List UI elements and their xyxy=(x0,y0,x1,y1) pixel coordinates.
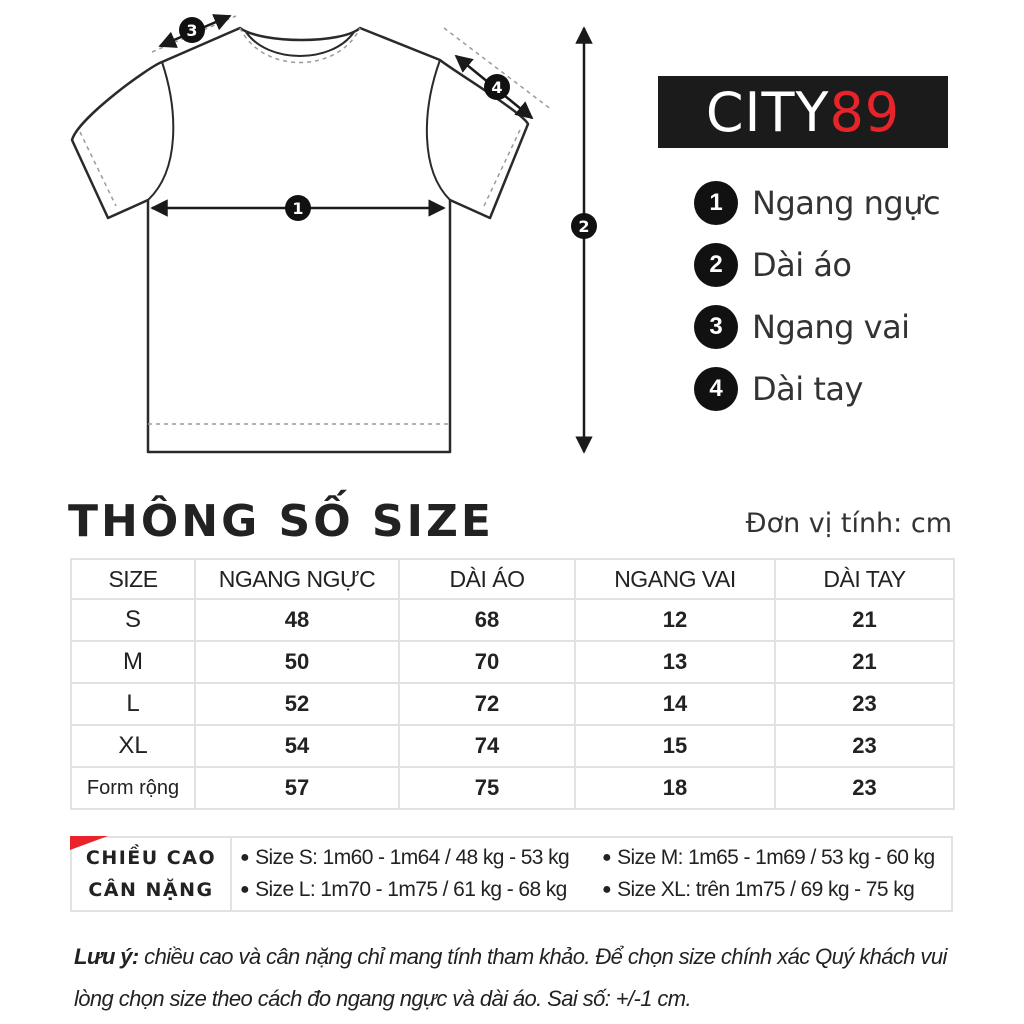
cell-sleeve: 23 xyxy=(775,683,954,725)
marker-4 xyxy=(484,74,510,100)
cell-shoulder: 13 xyxy=(575,641,775,683)
legend-item-length xyxy=(694,234,940,296)
cell-sleeve: 21 xyxy=(775,641,954,683)
cell-shoulder: 18 xyxy=(575,767,775,809)
legend-number-badge: 2 xyxy=(694,243,738,287)
cell-sleeve: 23 xyxy=(775,767,954,809)
legend-label: Ngang ngực xyxy=(752,184,941,222)
hw-item-m: ● Size M: 1m65 - 1m69 / 53 kg - 60 kg xyxy=(602,846,935,869)
note-text: chiều cao và cân nặng chỉ mang tính tham khảo. Để chọn size chính xác Quý khách vui lòng chọn size theo cách đo ngang ngực và dài áo. Sai số: +/-1 cm. xyxy=(74,944,947,1011)
cell-chest: 54 xyxy=(195,725,399,767)
hw-item-xl: ● Size XL: trên 1m75 / 69 kg - 75 kg xyxy=(602,878,915,901)
cell-length: 74 xyxy=(399,725,575,767)
legend-number-badge: 1 xyxy=(694,181,738,225)
svg-text:1: 1 xyxy=(292,199,304,218)
marker-2 xyxy=(571,213,597,239)
bullet-icon: ● xyxy=(602,881,612,898)
hw-item-l: ● Size L: 1m70 - 1m75 / 61 kg - 68 kg xyxy=(240,878,567,901)
cell-chest: 48 xyxy=(195,599,399,641)
table-row xyxy=(71,599,954,641)
legend-label: Dài áo xyxy=(752,246,852,284)
header-shoulder: NGANG VAI xyxy=(575,559,775,599)
measurement-legend xyxy=(694,172,940,420)
cell-length: 72 xyxy=(399,683,575,725)
table-header-row xyxy=(71,559,954,599)
legend-item-shoulder xyxy=(694,296,940,358)
cell-sleeve: 21 xyxy=(775,599,954,641)
legend-label: Dài tay xyxy=(752,370,863,408)
bullet-icon: ● xyxy=(240,849,250,866)
table-row xyxy=(71,683,954,725)
svg-text:3: 3 xyxy=(186,21,198,40)
legend-item-sleeve xyxy=(694,358,940,420)
brand-name-main: CITY xyxy=(705,80,830,144)
cell-shoulder: 15 xyxy=(575,725,775,767)
cell-size: S xyxy=(71,599,195,641)
size-table xyxy=(70,558,955,810)
cell-shoulder: 12 xyxy=(575,599,775,641)
weight-label: CÂN NẶNG xyxy=(88,879,214,901)
legend-item-chest xyxy=(694,172,940,234)
header-size: SIZE xyxy=(71,559,195,599)
svg-text:4: 4 xyxy=(491,78,503,97)
cell-size: XL xyxy=(71,725,195,767)
tshirt-measurement-diagram xyxy=(0,0,640,470)
brand-name-accent: 89 xyxy=(829,80,901,144)
cell-length: 68 xyxy=(399,599,575,641)
cell-length: 75 xyxy=(399,767,575,809)
height-weight-box xyxy=(70,836,953,912)
header-chest: NGANG NGỰC xyxy=(195,559,399,599)
size-chart-title: THÔNG SỐ SIZE xyxy=(68,496,494,547)
table-row xyxy=(71,767,954,809)
height-label: CHIỀU CAO xyxy=(85,847,217,869)
bullet-icon: ● xyxy=(240,881,250,898)
bullet-icon: ● xyxy=(602,849,612,866)
sizing-note xyxy=(74,936,974,1020)
header-sleeve: DÀI TAY xyxy=(775,559,954,599)
tshirt-outline xyxy=(72,28,528,452)
cell-chest: 50 xyxy=(195,641,399,683)
hw-item-s: ● Size S: 1m60 - 1m64 / 48 kg - 53 kg xyxy=(240,846,570,869)
cell-chest: 52 xyxy=(195,683,399,725)
table-row xyxy=(71,725,954,767)
note-label: Lưu ý: xyxy=(74,944,139,969)
legend-label: Ngang vai xyxy=(752,308,910,346)
cell-shoulder: 14 xyxy=(575,683,775,725)
legend-number-badge: 4 xyxy=(694,367,738,411)
svg-text:2: 2 xyxy=(578,217,590,236)
table-row xyxy=(71,641,954,683)
cell-size: L xyxy=(71,683,195,725)
cell-chest: 57 xyxy=(195,767,399,809)
unit-label: Đơn vị tính: cm xyxy=(745,508,952,539)
cell-size: Form rộng xyxy=(71,767,195,809)
height-weight-label xyxy=(72,838,232,910)
marker-1 xyxy=(285,195,311,221)
legend-number-badge: 3 xyxy=(694,305,738,349)
header-length: DÀI ÁO xyxy=(399,559,575,599)
cell-size: M xyxy=(71,641,195,683)
cell-sleeve: 23 xyxy=(775,725,954,767)
brand-logo xyxy=(658,76,948,148)
marker-3 xyxy=(179,17,205,43)
cell-length: 70 xyxy=(399,641,575,683)
